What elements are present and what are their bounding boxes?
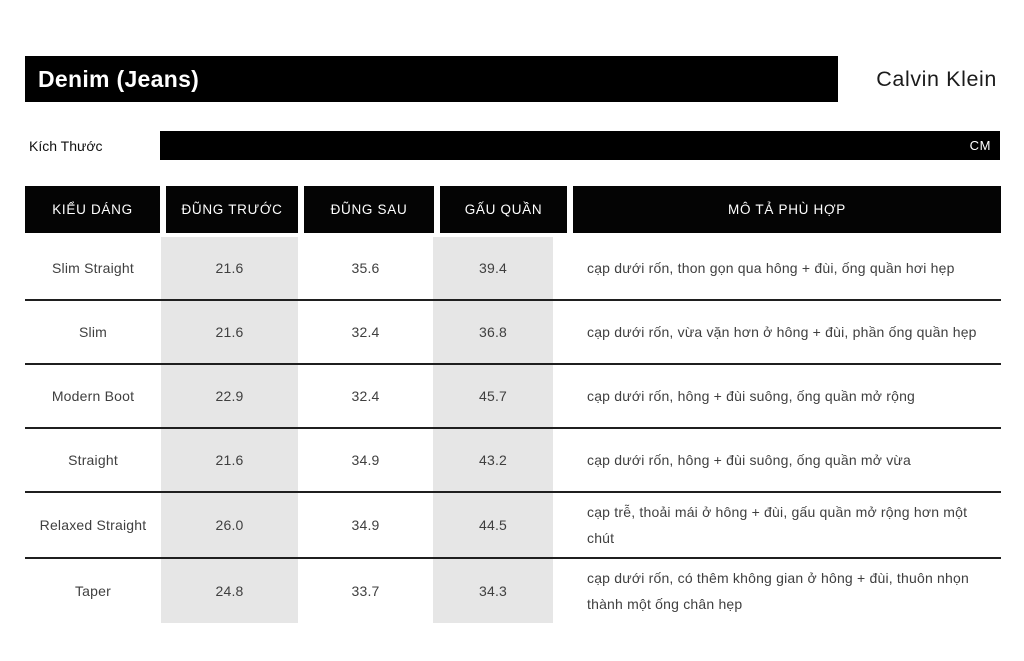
cell-style: Slim [78,324,108,340]
cell-leg-opening: 45.7 [433,365,553,427]
cell-back-rise: 34.9 [351,517,380,533]
cell-leg-opening: 44.5 [433,493,553,557]
unit-value: CM [969,138,991,153]
column-header-style: KIỂU DÁNG [25,186,160,233]
cell-fit-description: cạp dưới rốn, vừa vặn hơn ở hông + đùi, phần ống quần hẹp [587,324,977,340]
column-header-fit: MÔ TẢ PHÙ HỢP [573,186,1001,233]
column-header-leg-opening: GẤU QUẦN [440,186,567,233]
page-title: Denim (Jeans) [38,65,200,92]
cell-back-rise: 35.6 [351,260,380,276]
cell-fit-description: cạp dưới rốn, hông + đùi suông, ống quần mở vừa [587,452,911,468]
table-row [25,557,1001,623]
cell-style: Slim Straight [52,260,134,276]
cell-back-rise: 32.4 [351,388,380,404]
size-chart-table [25,186,1001,623]
unit-bar [160,131,1000,160]
cell-fit-description: cạp trễ, thoải mái ở hông + đùi, gấu quần mở rộng hơn một chút [587,504,968,546]
cell-back-rise: 33.7 [351,583,380,599]
column-header-front-rise: ĐŨNG TRƯỚC [166,186,298,233]
cell-fit-description: cạp dưới rốn, thon gọn qua hông + đùi, ống quần hơi hẹp [587,260,955,276]
page-title-bar [25,56,838,102]
table-row [25,491,1001,557]
cell-style: Modern Boot [51,388,135,404]
cell-leg-opening: 43.2 [433,429,553,491]
cell-style: Taper [74,583,112,599]
cell-front-rise: 22.9 [161,365,298,427]
cell-style: Relaxed Straight [39,517,147,533]
cell-back-rise: 32.4 [351,324,380,340]
brand-wordmark [876,56,997,102]
table-body [25,237,1001,623]
cell-back-rise: 34.9 [351,452,380,468]
cell-front-rise: 21.6 [161,237,298,299]
brand-name: Calvin Klein [876,66,997,91]
cell-front-rise: 24.8 [161,559,298,623]
cell-leg-opening: 39.4 [433,237,553,299]
table-row [25,299,1001,363]
cell-leg-opening: 34.3 [433,559,553,623]
table-row [25,363,1001,427]
cell-front-rise: 21.6 [161,301,298,363]
table-row [25,237,1001,299]
table-header-row [25,186,1001,233]
cell-front-rise: 26.0 [161,493,298,557]
cell-fit-description: cạp dưới rốn, hông + đùi suông, ống quần mở rộng [587,388,916,404]
cell-fit-description: cạp dưới rốn, có thêm không gian ở hông + đùi, thuôn nhọn thành một ống chân hẹp [587,570,969,612]
cell-leg-opening: 36.8 [433,301,553,363]
cell-style: Straight [68,452,118,468]
size-section-label: Kích Thước [29,137,103,154]
column-header-back-rise: ĐŨNG SAU [304,186,434,233]
table-row [25,427,1001,491]
cell-front-rise: 21.6 [161,429,298,491]
